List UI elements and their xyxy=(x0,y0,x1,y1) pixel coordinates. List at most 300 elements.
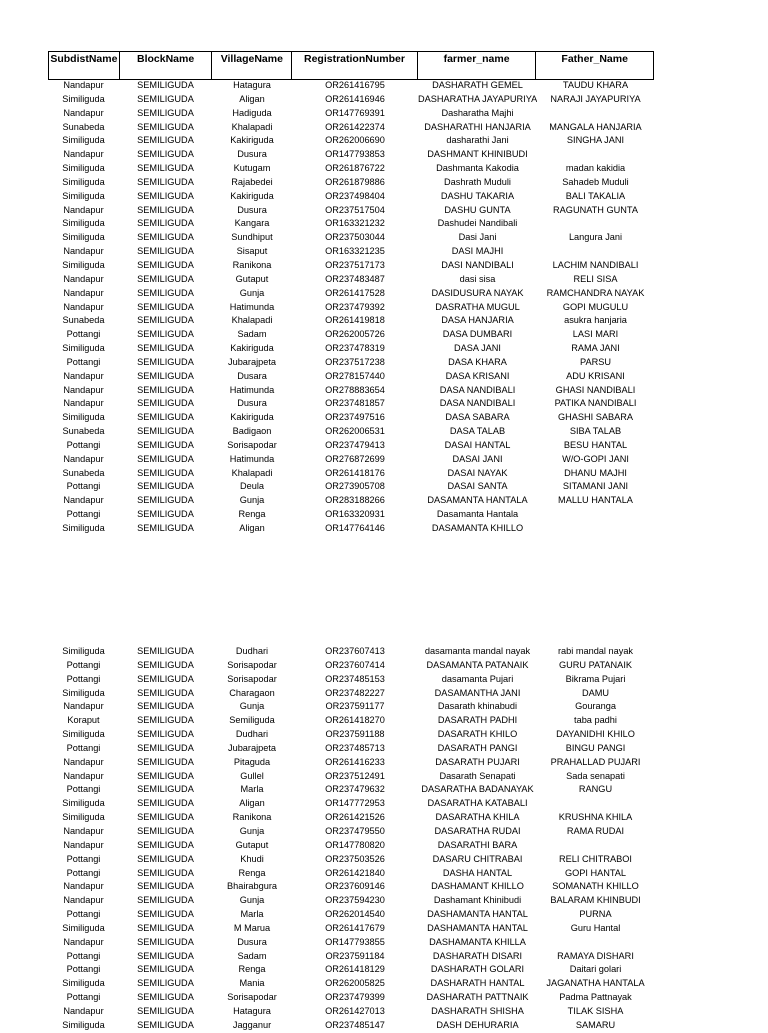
cell-block: SEMILIGUDA xyxy=(137,135,194,146)
cell-registration: OR237485153 xyxy=(325,673,385,684)
cell-farmer: DASA SABARA xyxy=(445,412,510,423)
table-row xyxy=(48,770,654,784)
cell-village: Khalapadi xyxy=(231,467,273,478)
cell-subdist: Nandapur xyxy=(63,756,104,767)
cell-farmer: Dasamanta Hantala xyxy=(436,509,519,520)
cell-block: SEMILIGUDA xyxy=(137,922,194,933)
cell-subdist: Nandapur xyxy=(63,1005,104,1016)
cell-registration: OR237485147 xyxy=(325,1019,385,1030)
cell-father xyxy=(537,217,654,231)
cell-registration: OR237479632 xyxy=(325,784,385,795)
cell-subdist: Pottangi xyxy=(66,329,101,340)
cell-village: Jagganur xyxy=(232,1019,272,1030)
cell-block: SEMILIGUDA xyxy=(137,121,194,132)
header-father-name: Father_Name xyxy=(561,53,628,65)
cell-father: PATIKA NANDIBALI xyxy=(554,398,637,409)
cell-block: SEMILIGUDA xyxy=(137,287,194,298)
cell-father: Sahadeb Muduli xyxy=(562,176,629,187)
cell-registration: OR237497516 xyxy=(325,412,385,423)
cell-father: asukra hanjaria xyxy=(564,315,627,326)
cell-farmer: DASARATHA KHILA xyxy=(435,812,520,823)
cell-block: SEMILIGUDA xyxy=(137,426,194,437)
table-row xyxy=(48,411,654,425)
cell-block: SEMILIGUDA xyxy=(137,839,194,850)
cell-father: taba padhi xyxy=(574,715,617,726)
cell-farmer: DASIDUSURA NAYAK xyxy=(431,287,524,298)
cell-farmer: DASARATH PUJARI xyxy=(435,756,520,767)
table-row xyxy=(48,742,654,756)
cell-farmer: DASHARATH GOLARI xyxy=(430,964,525,975)
cell-subdist: Nandapur xyxy=(63,80,104,90)
cell-registration: OR262006690 xyxy=(325,135,385,146)
table-row xyxy=(48,273,654,287)
cell-farmer: DASARU CHITRABAI xyxy=(432,853,523,864)
cell-village: Dusura xyxy=(237,936,267,947)
table-row xyxy=(48,480,654,494)
table-row xyxy=(48,453,654,467)
cell-village: Jubarajpeta xyxy=(227,356,276,367)
table-row xyxy=(48,439,654,453)
cell-registration: OR261416233 xyxy=(325,756,385,767)
cell-village: Dusura xyxy=(237,204,267,215)
table-row xyxy=(48,217,654,231)
table-row xyxy=(48,867,654,881)
cell-father: GHASHI SABARA xyxy=(557,412,634,423)
cell-farmer: Dashudei Nandibali xyxy=(437,218,518,229)
table-row xyxy=(48,231,654,245)
cell-subdist: Similiguda xyxy=(62,812,105,823)
cell-father: ADU KRISANI xyxy=(566,370,625,381)
cell-village: Kutugam xyxy=(233,163,271,174)
cell-village: Renga xyxy=(238,964,266,975)
cell-father: NARAJI JAYAPURIYA xyxy=(550,93,641,104)
cell-farmer: DASA KRISANI xyxy=(445,370,510,381)
cell-subdist: Sunabeda xyxy=(62,315,105,326)
cell-father: PURNA xyxy=(579,909,612,920)
cell-subdist: Sunabeda xyxy=(62,121,105,132)
cell-village: Marla xyxy=(240,784,264,795)
cell-farmer: Dasharatha Majhi xyxy=(441,107,514,118)
cell-village: Badigaon xyxy=(232,426,272,437)
cell-father: RANGU xyxy=(578,784,613,795)
cell-village: Sorisapodar xyxy=(227,673,277,684)
cell-father: RELI SISA xyxy=(573,273,618,284)
cell-farmer: DASA DUMBARI xyxy=(442,329,513,340)
cell-block: SEMILIGUDA xyxy=(137,218,194,229)
cell-subdist: Nandapur xyxy=(63,246,104,257)
header-registration-number: RegistrationNumber xyxy=(292,52,418,79)
cell-father: MANGALA HANJARIA xyxy=(549,121,642,132)
cell-village: Sorisapodar xyxy=(227,659,277,670)
table-top xyxy=(48,79,654,536)
cell-subdist: Similiguda xyxy=(62,163,105,174)
cell-block: SEMILIGUDA xyxy=(137,909,194,920)
cell-village: Kakiriguda xyxy=(230,412,274,423)
table-row xyxy=(48,79,654,93)
table-row xyxy=(48,148,654,162)
cell-subdist: Pottangi xyxy=(66,784,101,795)
cell-father: rabi mandal nayak xyxy=(557,646,634,656)
cell-farmer: DASA NANDIBALI xyxy=(439,384,516,395)
cell-subdist: Pottangi xyxy=(66,673,101,684)
cell-block: SEMILIGUDA xyxy=(137,742,194,753)
table-row xyxy=(48,950,654,964)
cell-village: Gunja xyxy=(239,825,265,836)
cell-farmer: DASAMANTA HANTALA xyxy=(427,495,528,506)
cell-block: SEMILIGUDA xyxy=(137,259,194,270)
table-row xyxy=(48,936,654,950)
table-row xyxy=(48,259,654,273)
cell-registration: OR261421840 xyxy=(325,867,385,878)
cell-subdist: Pottangi xyxy=(66,964,101,975)
cell-village: Ranikona xyxy=(232,259,272,270)
cell-registration: OR237517173 xyxy=(325,259,385,270)
cell-registration: OR237479413 xyxy=(325,439,385,450)
cell-subdist: Pottangi xyxy=(66,509,101,520)
cell-farmer: DASHARATH PATTNAIK xyxy=(426,992,529,1003)
cell-village: Marla xyxy=(240,909,264,920)
cell-subdist: Nandapur xyxy=(63,149,104,160)
cell-farmer: DASHAMANT KHILLO xyxy=(431,881,524,892)
cell-farmer: DASARATH KHILO xyxy=(437,729,518,740)
cell-farmer: DASARATHI BARA xyxy=(437,839,518,850)
cell-farmer: DASHARATH HANTAL xyxy=(430,978,525,989)
table-row xyxy=(48,245,654,259)
cell-farmer: DASARATHA RUDAI xyxy=(434,825,521,836)
cell-village: Aligan xyxy=(239,93,265,104)
cell-farmer: DASHARATH GEMEL xyxy=(432,80,523,90)
cell-father: Bikrama Pujari xyxy=(565,673,626,684)
cell-subdist: Nandapur xyxy=(63,495,104,506)
table-row xyxy=(48,494,654,508)
cell-farmer: dasharathi Jani xyxy=(446,135,509,146)
cell-registration: OR147793853 xyxy=(325,149,385,160)
cell-village: Sorisapodar xyxy=(227,992,277,1003)
table-row xyxy=(48,467,654,481)
table-row xyxy=(48,922,654,936)
cell-block: SEMILIGUDA xyxy=(137,881,194,892)
cell-father: Guru Hantal xyxy=(570,922,621,933)
cell-block: SEMILIGUDA xyxy=(137,107,194,118)
cell-subdist: Nandapur xyxy=(63,770,104,781)
cell-block: SEMILIGUDA xyxy=(137,412,194,423)
cell-father: RAMCHANDRA NAYAK xyxy=(546,287,645,298)
table-row xyxy=(48,384,654,398)
cell-registration: OR237479550 xyxy=(325,825,385,836)
cell-father: BESU HANTAL xyxy=(563,439,628,450)
table-header xyxy=(48,51,654,80)
cell-subdist: Pottangi xyxy=(66,439,101,450)
cell-subdist: Nandapur xyxy=(63,701,104,712)
cell-village: Deula xyxy=(239,481,264,492)
table-row xyxy=(48,287,654,301)
cell-block: SEMILIGUDA xyxy=(137,992,194,1003)
cell-farmer: DASAMANTA PATANAIK xyxy=(426,659,529,670)
cell-father: Langura Jani xyxy=(568,232,623,243)
cell-block: SEMILIGUDA xyxy=(137,301,194,312)
cell-father: BINGU PANGI xyxy=(565,742,626,753)
cell-father: GOPI HANTAL xyxy=(564,867,627,878)
cell-block: SEMILIGUDA xyxy=(137,232,194,243)
table-row xyxy=(48,673,654,687)
cell-subdist: Similiguda xyxy=(62,190,105,201)
cell-father: BALARAM KHINBUDI xyxy=(550,895,641,906)
cell-block: SEMILIGUDA xyxy=(137,80,194,90)
cell-block: SEMILIGUDA xyxy=(137,798,194,809)
cell-village: Sundhiput xyxy=(231,232,273,243)
cell-registration: OR237479399 xyxy=(325,992,385,1003)
cell-father: Daitari golari xyxy=(569,964,622,975)
cell-farmer: DASHAMANTA KHILLA xyxy=(429,936,526,947)
cell-registration: OR237591184 xyxy=(325,950,385,961)
cell-farmer: DASA KHARA xyxy=(448,356,507,367)
cell-registration: OR276872699 xyxy=(325,453,385,464)
cell-farmer: DASI MAJHI xyxy=(451,246,504,257)
cell-block: SEMILIGUDA xyxy=(137,784,194,795)
cell-father: RAMAYA DISHARI xyxy=(557,950,634,961)
cell-farmer: DASI NANDIBALI xyxy=(441,259,514,270)
cell-block: SEMILIGUDA xyxy=(137,895,194,906)
cell-farmer: DASARATH PADHI xyxy=(437,715,518,726)
cell-subdist: Similiguda xyxy=(62,259,105,270)
cell-registration: OR262005825 xyxy=(325,978,385,989)
cell-block: SEMILIGUDA xyxy=(137,481,194,492)
cell-village: Sisaput xyxy=(236,246,268,257)
table-row xyxy=(48,121,654,135)
table-row xyxy=(48,176,654,190)
cell-village: Jubarajpeta xyxy=(227,742,276,753)
table-row xyxy=(48,756,654,770)
cell-registration: OR283188266 xyxy=(325,495,385,506)
cell-farmer: Dasarath Senapati xyxy=(439,770,516,781)
cell-block: SEMILIGUDA xyxy=(137,356,194,367)
cell-registration: OR237482227 xyxy=(325,687,385,698)
cell-subdist: Similiguda xyxy=(62,798,105,809)
cell-subdist: Similiguda xyxy=(62,218,105,229)
cell-father: SOMANATH KHILLO xyxy=(552,881,639,892)
cell-farmer: DASAMANTHA JANI xyxy=(434,687,521,698)
cell-farmer: DASHMANT KHINIBUDI xyxy=(427,149,528,160)
cell-father: MALLU HANTALA xyxy=(558,495,633,506)
cell-registration: OR237503044 xyxy=(325,232,385,243)
cell-father: Padma Pattnayak xyxy=(559,992,632,1003)
cell-subdist: Similiguda xyxy=(62,729,105,740)
cell-registration: OR261417679 xyxy=(325,922,385,933)
table-row xyxy=(48,908,654,922)
cell-farmer: DASRATHA MUGUL xyxy=(435,301,520,312)
cell-village: Hatimunda xyxy=(229,384,275,395)
header-block-name: BlockName xyxy=(120,52,213,79)
cell-father xyxy=(537,508,654,522)
cell-father xyxy=(537,148,654,162)
cell-village: Pitaguda xyxy=(233,756,271,767)
cell-village: Charagaon xyxy=(229,687,275,698)
table-row xyxy=(48,783,654,797)
cell-farmer: DASHAMANTA HANTAL xyxy=(427,922,528,933)
cell-father: GHASI NANDIBALI xyxy=(555,384,636,395)
table-row xyxy=(48,328,654,342)
cell-father: Gouranga xyxy=(575,701,616,712)
cell-block: SEMILIGUDA xyxy=(137,176,194,187)
table-row xyxy=(48,991,654,1005)
cell-farmer: DASHARATHI HANJARIA xyxy=(424,121,531,132)
cell-block: SEMILIGUDA xyxy=(137,190,194,201)
cell-block: SEMILIGUDA xyxy=(137,509,194,520)
cell-father: PARSU xyxy=(580,356,611,367)
cell-village: Sorisapodar xyxy=(227,439,277,450)
cell-village: Bhairabgura xyxy=(226,881,278,892)
cell-subdist: Nandapur xyxy=(63,453,104,464)
cell-registration: OR237607413 xyxy=(325,646,385,656)
cell-subdist: Nandapur xyxy=(63,370,104,381)
cell-father xyxy=(537,936,654,950)
cell-village: Dudhari xyxy=(235,729,269,740)
cell-registration: OR147772953 xyxy=(325,798,385,809)
table-row xyxy=(48,797,654,811)
cell-block: SEMILIGUDA xyxy=(137,812,194,823)
cell-village: Gunja xyxy=(239,495,265,506)
cell-farmer: DASAI NAYAK xyxy=(447,467,508,478)
cell-farmer: DASHARATH SHISHA xyxy=(431,1005,524,1016)
cell-village: Aligan xyxy=(239,798,265,809)
cell-subdist: Pottangi xyxy=(66,909,101,920)
cell-farmer: DASA TALAB xyxy=(449,426,506,437)
table-row xyxy=(48,714,654,728)
table-row xyxy=(48,301,654,315)
table-row xyxy=(48,839,654,853)
cell-village: Gullel xyxy=(240,770,264,781)
cell-subdist: Similiguda xyxy=(62,922,105,933)
cell-subdist: Pottangi xyxy=(66,742,101,753)
cell-father xyxy=(537,797,654,811)
cell-registration: OR261416795 xyxy=(325,80,385,90)
cell-block: SEMILIGUDA xyxy=(137,756,194,767)
cell-subdist: Similiguda xyxy=(62,646,105,656)
cell-registration: OR163321232 xyxy=(325,218,385,229)
cell-village: Kakiriguda xyxy=(230,343,274,354)
cell-registration: OR261418176 xyxy=(325,467,385,478)
cell-village: Kakiriguda xyxy=(230,190,274,201)
table-row xyxy=(48,204,654,218)
cell-subdist: Pottangi xyxy=(66,356,101,367)
cell-block: SEMILIGUDA xyxy=(137,467,194,478)
cell-block: SEMILIGUDA xyxy=(137,964,194,975)
cell-registration: OR237512491 xyxy=(325,770,385,781)
cell-father: DAYANIDHI KHILO xyxy=(556,729,635,740)
cell-village: Dusura xyxy=(237,149,267,160)
cell-block: SEMILIGUDA xyxy=(137,825,194,836)
cell-block: SEMILIGUDA xyxy=(137,93,194,104)
cell-block: SEMILIGUDA xyxy=(137,453,194,464)
cell-subdist: Nandapur xyxy=(63,204,104,215)
cell-block: SEMILIGUDA xyxy=(137,853,194,864)
cell-farmer: DASARATHA KATABALI xyxy=(427,798,528,809)
cell-father xyxy=(537,522,654,536)
cell-father: RAMA JANI xyxy=(571,343,620,354)
cell-subdist: Similiguda xyxy=(62,343,105,354)
cell-father: LACHIM NANDIBALI xyxy=(552,259,639,270)
cell-father: KRUSHNA KHILA xyxy=(558,812,633,823)
cell-farmer: DASARATHA BADANAYAK xyxy=(421,784,534,795)
table-row xyxy=(48,134,654,148)
cell-farmer: DASHU TAKARIA xyxy=(440,190,515,201)
cell-block: SEMILIGUDA xyxy=(137,659,194,670)
table-row xyxy=(48,1005,654,1019)
cell-farmer: DASHARATHA JAYAPURIYA xyxy=(418,93,537,104)
cell-block: SEMILIGUDA xyxy=(137,329,194,340)
cell-block: SEMILIGUDA xyxy=(137,646,194,656)
cell-registration: OR147780820 xyxy=(325,839,385,850)
cell-farmer: DASAI SANTA xyxy=(447,481,508,492)
cell-block: SEMILIGUDA xyxy=(137,715,194,726)
cell-registration: OR262014540 xyxy=(325,909,385,920)
cell-farmer: DASARATH PANGI xyxy=(437,742,518,753)
cell-registration: OR237481857 xyxy=(325,398,385,409)
cell-subdist: Sunabeda xyxy=(62,426,105,437)
cell-subdist: Similiguda xyxy=(62,93,105,104)
cell-father: RAMA RUDAI xyxy=(566,825,625,836)
table-row xyxy=(48,1019,654,1033)
table-row xyxy=(48,93,654,107)
cell-block: SEMILIGUDA xyxy=(137,273,194,284)
table-row xyxy=(48,370,654,384)
table-row xyxy=(48,853,654,867)
cell-registration: OR237607414 xyxy=(325,659,385,670)
cell-subdist: Similiguda xyxy=(62,978,105,989)
cell-village: Hatimunda xyxy=(229,453,275,464)
cell-subdist: Similiguda xyxy=(62,1019,105,1030)
cell-subdist: Pottangi xyxy=(66,659,101,670)
table-row xyxy=(48,356,654,370)
cell-subdist: Pottangi xyxy=(66,950,101,961)
cell-block: SEMILIGUDA xyxy=(137,1005,194,1016)
cell-village: Renga xyxy=(238,867,266,878)
cell-farmer: Dasarath khinabudi xyxy=(437,701,518,712)
cell-father: Sada senapati xyxy=(566,770,625,781)
table-row xyxy=(48,162,654,176)
cell-village: Aligan xyxy=(239,523,265,533)
cell-registration: OR237517238 xyxy=(325,356,385,367)
cell-subdist: Koraput xyxy=(67,715,100,726)
cell-father: DHANU MAJHI xyxy=(564,467,627,478)
cell-farmer: dasi sisa xyxy=(459,273,496,284)
cell-registration: OR237485713 xyxy=(325,742,385,753)
table-row xyxy=(48,687,654,701)
table-row xyxy=(48,314,654,328)
cell-registration: OR273905708 xyxy=(325,481,385,492)
cell-father: SITAMANI JANI xyxy=(562,481,629,492)
cell-subdist: Nandapur xyxy=(63,384,104,395)
cell-farmer: Dashrath Muduli xyxy=(444,176,511,187)
cell-registration: OR237609146 xyxy=(325,881,385,892)
cell-village: Hadiguda xyxy=(232,107,272,118)
cell-block: SEMILIGUDA xyxy=(137,370,194,381)
table-row xyxy=(48,645,654,659)
header-village-name: VillageName xyxy=(212,52,292,79)
cell-father: GOPI MUGULU xyxy=(562,301,629,312)
cell-father: TILAK SISHA xyxy=(567,1005,624,1016)
cell-father: JAGANATHA HANTALA xyxy=(546,978,645,989)
cell-father: DAMU xyxy=(581,687,610,698)
cell-block: SEMILIGUDA xyxy=(137,701,194,712)
cell-father: GURU PATANAIK xyxy=(559,659,632,670)
cell-father: RELI CHITRABOI xyxy=(558,853,632,864)
cell-registration: OR163321235 xyxy=(325,246,385,257)
cell-subdist: Similiguda xyxy=(62,412,105,423)
cell-village: M Marua xyxy=(233,922,271,933)
cell-farmer: Dashmanta Kakodia xyxy=(436,163,519,174)
cell-registration: OR237503526 xyxy=(325,853,385,864)
